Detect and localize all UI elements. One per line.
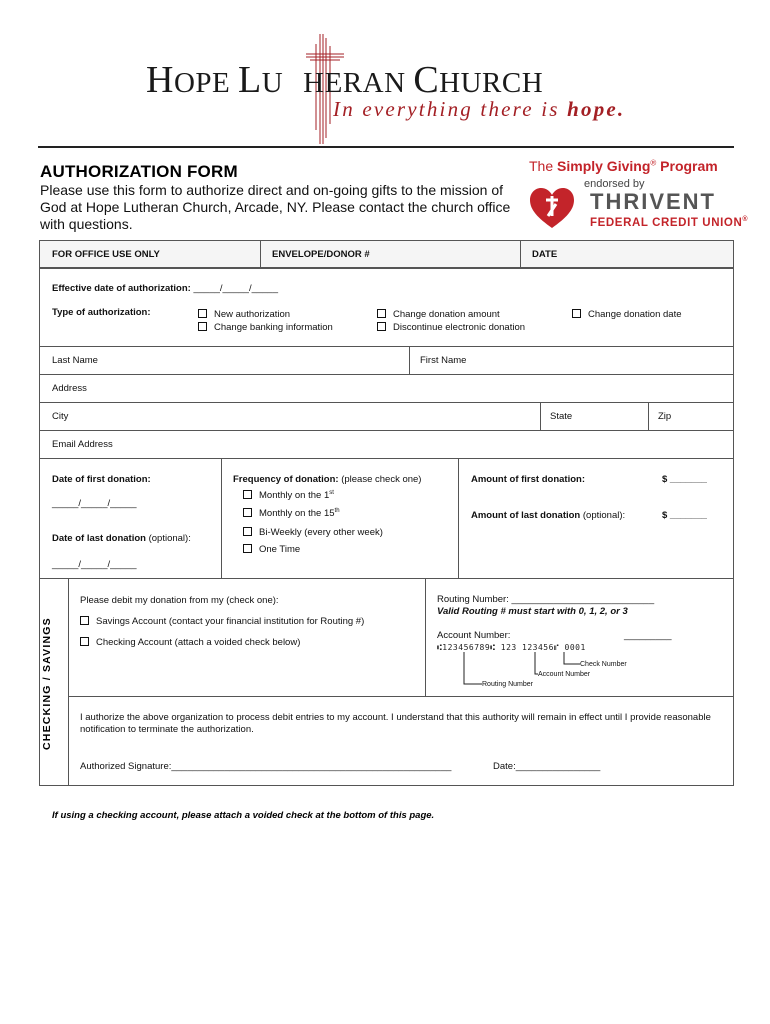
amount-last-label: Amount of last donation (optional): xyxy=(471,510,626,521)
form-title: AUTHORIZATION FORM xyxy=(40,162,238,181)
option-new-authorization[interactable]: New authorization xyxy=(198,309,290,320)
account-number-callout: Account Number xyxy=(538,671,591,678)
church-name: HOPE LU HERAN CHURCH xyxy=(146,59,544,101)
envelope-donor-label[interactable]: ENVELOPE/DONOR # xyxy=(272,249,370,260)
routing-number-callout: Routing Number xyxy=(482,681,533,688)
option-change-banking[interactable]: Change banking information xyxy=(198,322,333,333)
effective-date-label: Effective date of authorization: _____/_____/_____ xyxy=(52,283,278,294)
checkbox[interactable] xyxy=(243,544,252,553)
footnote: If using a checking account, please attach a voided check at the bottom of this page. xyxy=(52,810,435,821)
office-use-label: FOR OFFICE USE ONLY xyxy=(52,249,160,260)
federal-credit-union: FEDERAL CREDIT UNION® xyxy=(590,216,749,229)
thrivent-heart-icon xyxy=(528,186,576,230)
checkbox[interactable] xyxy=(243,490,252,499)
checkbox[interactable] xyxy=(572,309,581,318)
checkbox[interactable] xyxy=(243,508,252,517)
authorization-statement: I authorize the above organization to process debit entries to my account. I understand that this authority will remain in effect until I provide reasonable notification to terminate the authorization. xyxy=(80,712,711,735)
zip-field[interactable]: Zip xyxy=(658,411,672,422)
account-number-field[interactable]: Account Number: xyxy=(437,630,511,641)
amount-first-label: Amount of first donation: xyxy=(471,474,585,485)
state-field[interactable]: State xyxy=(550,411,573,422)
first-date-label: Date of first donation: xyxy=(52,474,151,485)
endorsed-by: endorsed by xyxy=(584,178,645,190)
micr-line: ⑆123456789⑆ 123 123456⑈ 0001 xyxy=(437,643,586,652)
checking-savings-side-label: CHECKING / SAVINGS xyxy=(41,617,53,750)
signature-field[interactable]: Authorized Signature:_____________________________________________________ xyxy=(80,761,452,772)
freq-onetime[interactable]: One Time xyxy=(243,544,300,555)
option-discontinue[interactable]: Discontinue electronic donation xyxy=(377,322,525,333)
debit-label: Please debit my donation from my (check one): xyxy=(80,595,279,606)
checkbox[interactable] xyxy=(198,309,207,318)
last-date-label: Date of last donation (optional): xyxy=(52,533,191,544)
last-date-input[interactable]: _____/_____/_____ xyxy=(52,559,137,570)
frequency-label: Frequency of donation: (please check one) xyxy=(233,474,422,485)
option-change-amount[interactable]: Change donation amount xyxy=(377,309,500,320)
first-name-field[interactable]: First Name xyxy=(420,355,467,366)
intro-text: Please use this form to authorize direct and on-going gifts to the mission of God at Hope Lutheran Church, Arcade, NY. Please contact the church office with questions. xyxy=(40,182,511,232)
amount-last-input[interactable]: $ _______ xyxy=(662,510,707,521)
checkbox[interactable] xyxy=(80,637,89,646)
checkbox[interactable] xyxy=(80,616,89,625)
check-number-callout: Check Number xyxy=(580,661,627,668)
header-rule xyxy=(38,146,734,148)
thrivent-wordmark: THRIVENT xyxy=(590,189,716,214)
signature-date-field[interactable]: Date:________________ xyxy=(493,761,601,772)
option-change-date[interactable]: Change donation date xyxy=(572,309,682,320)
checkbox[interactable] xyxy=(243,527,252,536)
freq-monthly-1[interactable]: Monthly on the 1st xyxy=(243,490,334,501)
last-name-field[interactable]: Last Name xyxy=(52,355,98,366)
account-number-blank[interactable]: _________ xyxy=(624,630,672,641)
savings-option[interactable]: Savings Account (contact your financial institution for Routing #) xyxy=(80,616,364,627)
city-field[interactable]: City xyxy=(52,411,69,422)
simply-giving-title: The Simply Giving® Program xyxy=(529,158,718,174)
amount-first-input[interactable]: $ _______ xyxy=(662,474,707,485)
checkbox[interactable] xyxy=(377,322,386,331)
routing-note: Valid Routing # must start with 0, 1, 2, or 3 xyxy=(437,606,628,617)
church-tagline: In everything there is hope. xyxy=(333,97,626,121)
routing-number-field[interactable]: Routing Number: ___________________________ xyxy=(437,594,655,605)
email-field[interactable]: Email Address xyxy=(52,439,113,450)
freq-biweekly[interactable]: Bi-Weekly (every other week) xyxy=(243,527,383,538)
address-field[interactable]: Address xyxy=(52,383,87,394)
checking-option[interactable]: Checking Account (attach a voided check below) xyxy=(80,637,300,648)
freq-monthly-15[interactable]: Monthly on the 15th xyxy=(243,508,340,519)
checkbox[interactable] xyxy=(198,322,207,331)
office-date-label[interactable]: DATE xyxy=(532,249,558,260)
checkbox[interactable] xyxy=(377,309,386,318)
first-date-input[interactable]: _____/_____/_____ xyxy=(52,498,137,509)
auth-type-label: Type of authorization: xyxy=(52,307,151,318)
